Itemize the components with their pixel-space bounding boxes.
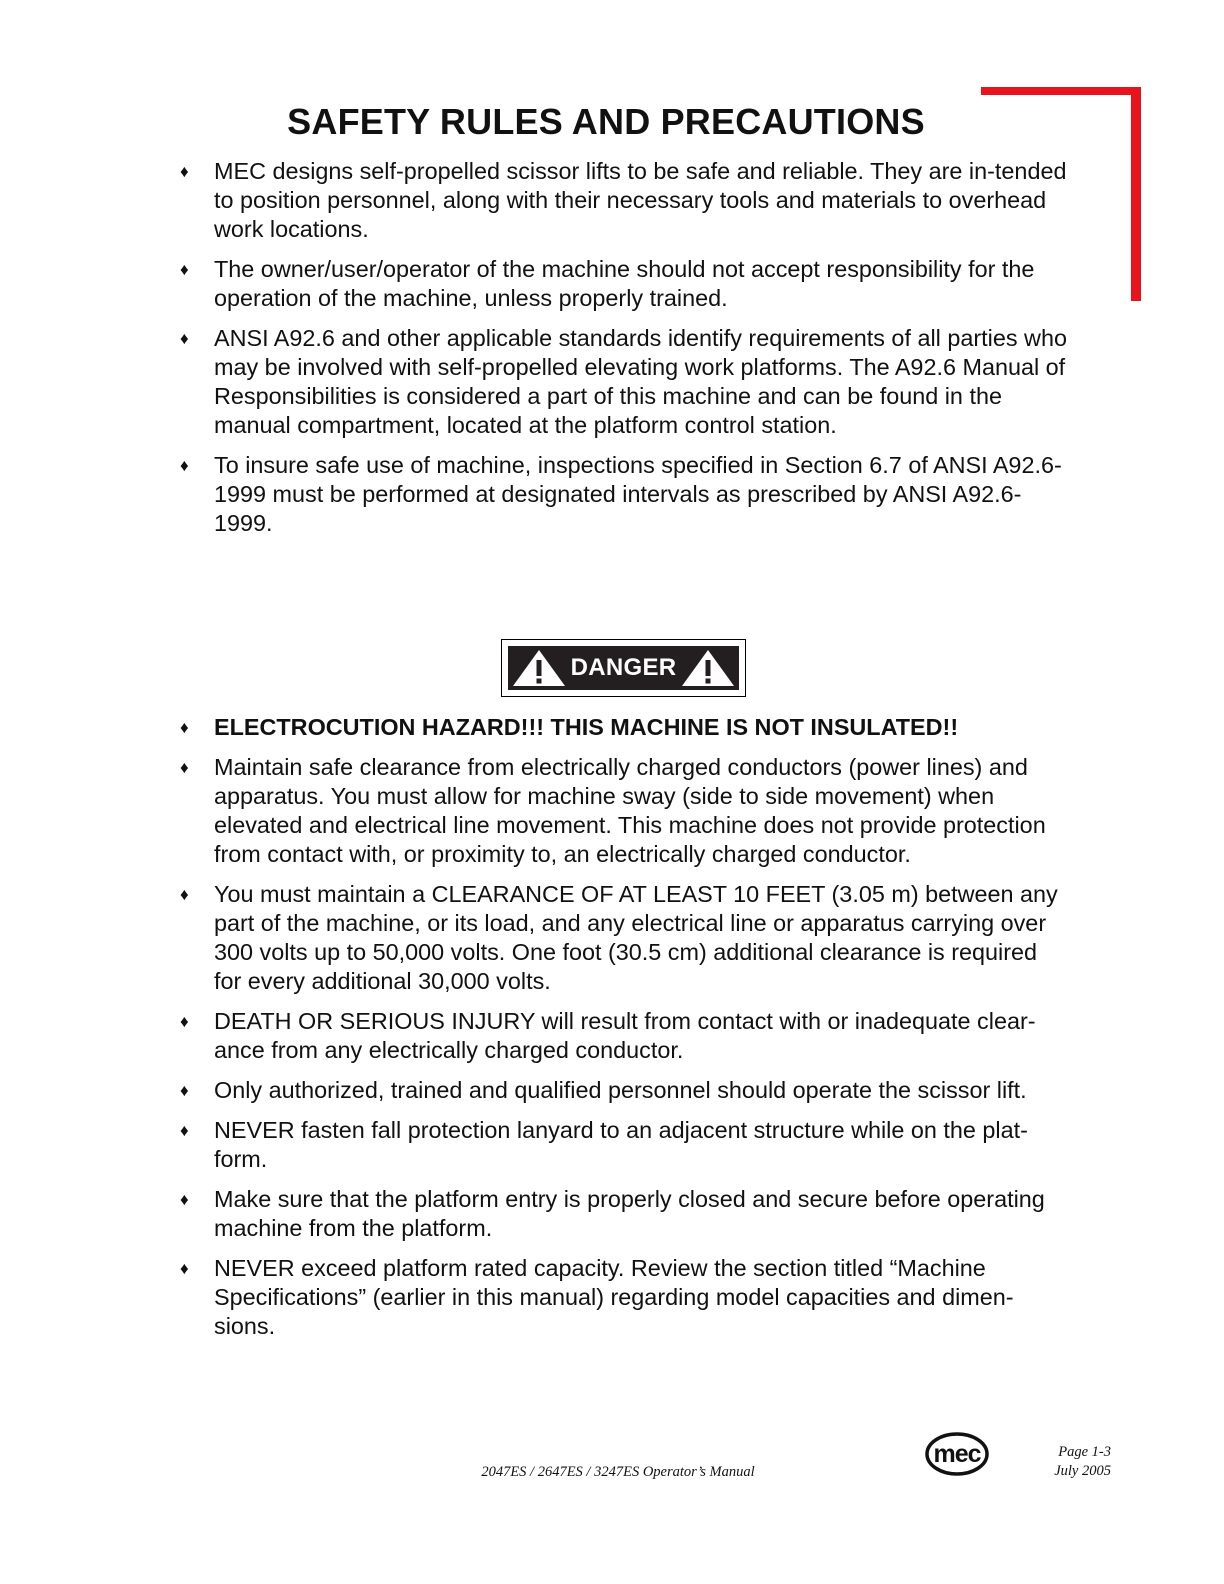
list-item xyxy=(180,753,1070,869)
bullet-diamond-icon: ♦ xyxy=(180,1190,189,1209)
bullet-diamond-icon: ♦ xyxy=(180,1259,189,1278)
bullet-diamond-icon: ♦ xyxy=(180,885,189,904)
rule-text: Only authorized, trained and qualified personnel should operate the scissor lift. xyxy=(214,1077,1027,1103)
list-item xyxy=(180,451,1070,538)
bullet-diamond-icon: ♦ xyxy=(180,758,189,777)
rule-text: Maintain safe clearance from electrically charged conductors (power lines) and apparatus. You must allow for machine sway (side to side movement) when elevated and electrical line movement. This machine does not provide protection from contact with, or proximity to, an electrically charged conductor. xyxy=(214,754,1046,867)
danger-sign xyxy=(501,639,746,697)
bullet-diamond-icon: ♦ xyxy=(180,1081,189,1100)
page-title: SAFETY RULES AND PRECAUTIONS xyxy=(287,101,925,142)
bullet-diamond-icon: ♦ xyxy=(180,1121,189,1140)
list-item xyxy=(180,880,1070,996)
list-item xyxy=(180,1007,1070,1065)
rule-text: MEC designs self-propelled scissor lifts to be safe and reliable. They are in-tended to position personnel, along with their necessary tools and materials to overhead work locations. xyxy=(214,158,1067,242)
rule-text: ANSI A92.6 and other applicable standards identify requirements of all parties who may be involved with self-propelled elevating work platforms. The A92.6 Manual of Responsibilities is considered a part of this machine and can be found in the manual compartment, located at the platform control station. xyxy=(214,325,1067,438)
chapter-tab-top xyxy=(981,87,1141,95)
footer-page-info xyxy=(1054,1443,1111,1481)
danger-headline: ELECTROCUTION HAZARD!!! THIS MACHINE IS NOT INSULATED!! xyxy=(214,714,959,740)
list-item xyxy=(180,1185,1070,1243)
list-item xyxy=(180,324,1070,440)
list-item xyxy=(180,1116,1070,1174)
footer-manual-title: 2047ES / 2647ES / 3247ES Operator’s Manual xyxy=(481,1464,755,1480)
rule-text: You must maintain a CLEARANCE OF AT LEAST 10 FEET (3.05 m) between any part of the machine, or its load, and any electrical line or apparatus carrying over 300 volts up to 50,000 volts. One foot (30.5 cm) additional clearance is required for every additional 30,000 volts. xyxy=(214,881,1058,994)
rule-text: To insure safe use of machine, inspections specified in Section 6.7 of ANSI A92.6-1999 must be performed at designated intervals as prescribed by ANSI A92.6-1999. xyxy=(214,452,1062,536)
rule-text: Make sure that the platform entry is properly closed and secure before operating machine from the platform. xyxy=(214,1186,1045,1241)
bullet-diamond-icon: ♦ xyxy=(180,329,189,348)
bullet-diamond-icon: ♦ xyxy=(180,260,189,279)
rule-text: NEVER fasten fall protection lanyard to an adjacent structure while on the plat-form. xyxy=(214,1117,1028,1172)
mec-logo-icon xyxy=(924,1430,990,1478)
danger-rules-list xyxy=(180,713,1070,1352)
rule-text: The owner/user/operator of the machine should not accept responsibility for the operation of the machine, unless properly trained. xyxy=(214,256,1035,311)
bullet-diamond-icon: ♦ xyxy=(180,456,189,475)
list-item xyxy=(180,1254,1070,1341)
rule-text: NEVER exceed platform rated capacity. Review the section titled “Machine Specifications” (earlier in this manual) regarding model capacities and dimen-sions. xyxy=(214,1255,1014,1339)
publish-date: July 2005 xyxy=(1054,1463,1111,1479)
rule-text: DEATH OR SERIOUS INJURY will result from contact with or inadequate clear-ance from any electrically charged conductor. xyxy=(214,1008,1036,1063)
list-item xyxy=(180,255,1070,313)
bullet-diamond-icon: ♦ xyxy=(180,1012,189,1031)
bullet-diamond-icon: ♦ xyxy=(180,162,189,181)
list-item xyxy=(180,157,1070,244)
bullet-diamond-icon: ♦ xyxy=(180,718,189,737)
page-number: Page 1-3 xyxy=(1058,1444,1111,1460)
list-item xyxy=(180,1076,1070,1105)
safety-rules-list xyxy=(180,157,1070,549)
danger-label: DANGER xyxy=(570,654,677,681)
logo-text: mec xyxy=(933,1440,981,1468)
list-item xyxy=(180,713,1070,742)
